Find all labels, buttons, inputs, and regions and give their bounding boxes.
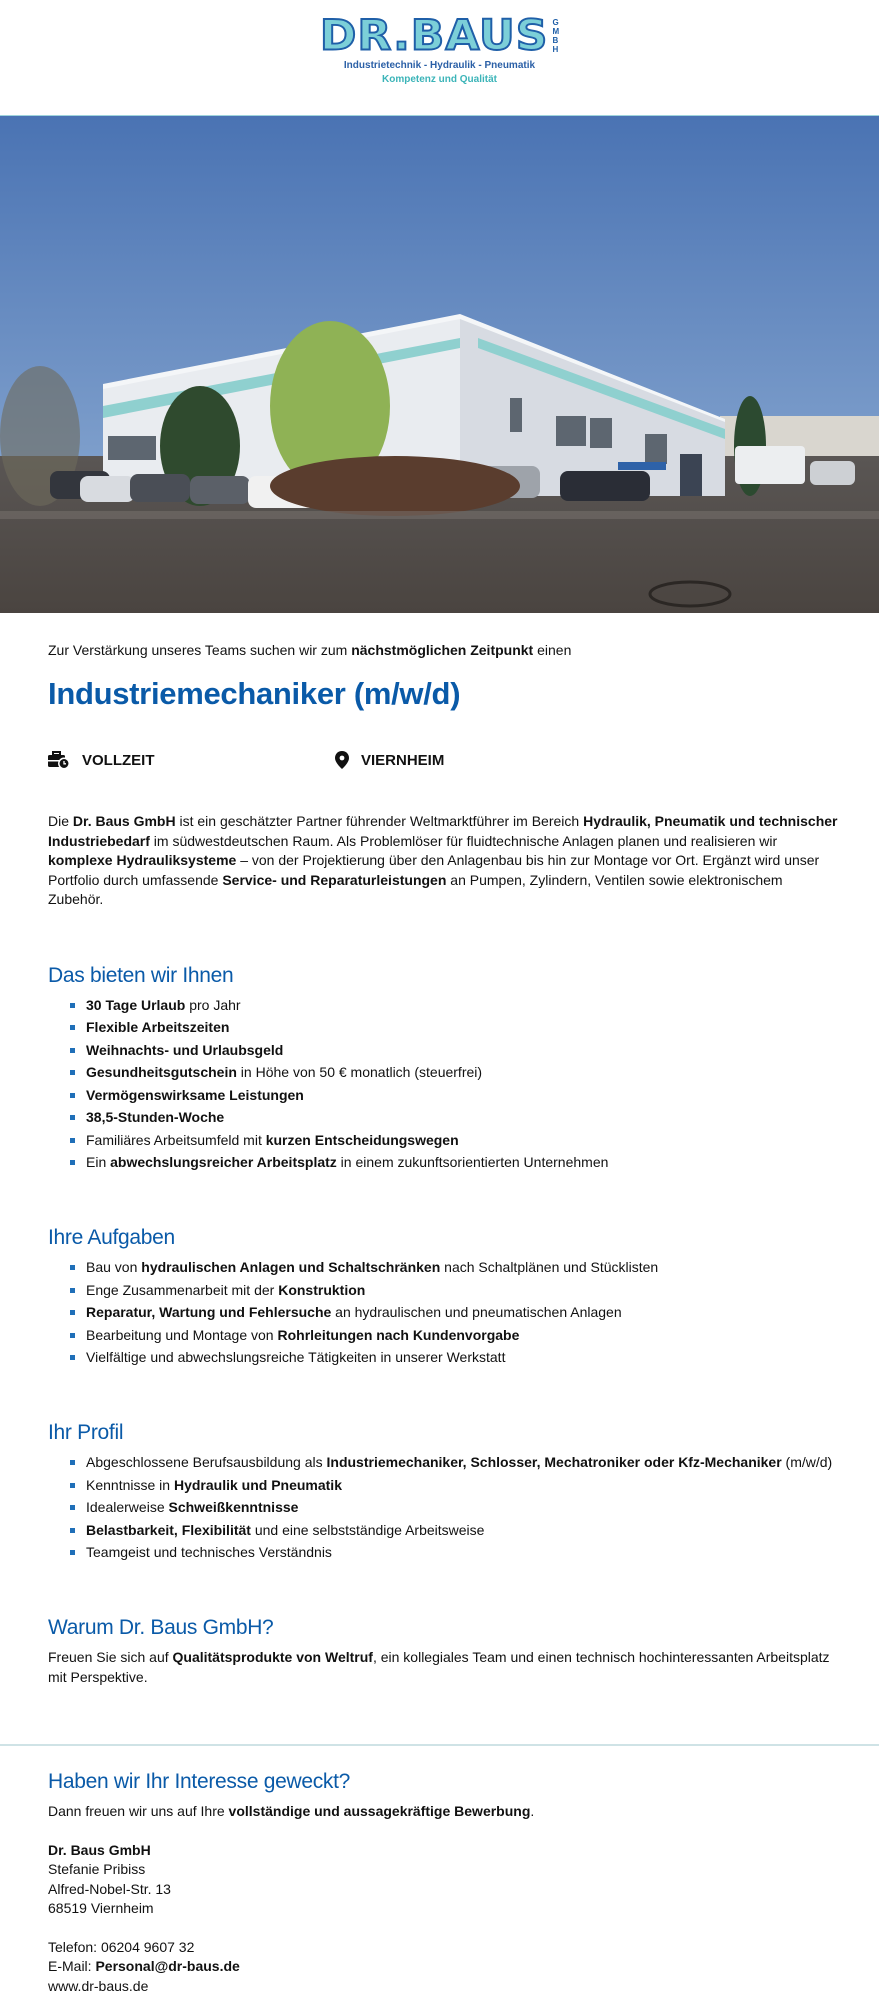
intro-text [48, 640, 838, 660]
window [510, 398, 522, 432]
car [130, 474, 190, 502]
text: ist ein geschätzter Partner führender Weltmarktführer im Bereich [175, 813, 584, 829]
bold-text: Dr. Baus GmbH [72, 813, 176, 829]
text: Dann freuen wir uns auf Ihre [48, 1803, 229, 1819]
bold-text: abwechslungsreicher Arbeitsplatz [110, 1154, 337, 1170]
email-link[interactable]: Personal@dr-baus.de [95, 1958, 240, 1974]
job-title: Industriemechaniker (m/w/d) [48, 676, 461, 711]
logo-claim: Kompetenz und Qualität [381, 74, 497, 85]
bold-text: Vermögenswirksame Leistungen [86, 1086, 304, 1103]
text: pro Jahr [185, 996, 241, 1013]
bold-text: hydraulischen Anlagen und Schaltschränken [141, 1259, 441, 1275]
bold-text: Gesundheitsgutschein [86, 1064, 237, 1080]
text: (m/w/d) [781, 1454, 833, 1470]
text: . [530, 1803, 535, 1819]
bold-text: kurzen Entscheidungswegen [265, 1131, 459, 1148]
intro-suffix: einen [533, 642, 572, 658]
text: und eine selbstständige Arbeitsweise [250, 1521, 485, 1538]
bold-text: Rohrleitungen nach Kundenvorgabe [277, 1326, 520, 1343]
text: Die [48, 813, 73, 829]
company-description [48, 812, 838, 910]
list-item [86, 1521, 838, 1540]
map-pin-icon [335, 751, 349, 769]
list-item [86, 1258, 838, 1277]
list-item [86, 1153, 838, 1172]
text: Abgeschlossene Berufsausbildung als [86, 1454, 327, 1470]
list-item [86, 1281, 838, 1300]
briefcase-clock-icon [48, 751, 70, 769]
text: in einem zukunftsorientierten Unternehmen [336, 1154, 609, 1170]
bold-text: 38,5-Stunden-Woche [86, 1109, 225, 1125]
list-item [86, 1498, 838, 1517]
car [810, 461, 855, 485]
intro-bold: nächstmöglichen Zeitpunkt [351, 642, 534, 658]
list-item [86, 1018, 838, 1037]
bold-text: Konstruktion [278, 1281, 366, 1298]
contact-section [48, 1770, 838, 1996]
bold-text: Industriemechaniker, Schlosser, Mechatroniker oder Kfz-Mechaniker [326, 1454, 782, 1470]
benefits-heading: Das bieten wir Ihnen [48, 963, 234, 987]
text: an Pumpen, Zylindern, Ventilen sowie elektronischem Zubehör. [48, 871, 783, 907]
phone-label: Telefon: [48, 1938, 101, 1955]
benefits-list [48, 996, 838, 1173]
bold-text: Hydraulik und Pneumatik [173, 1476, 342, 1493]
list-item [86, 1131, 838, 1150]
bold-text: Hydraulik, Pneumatik und technischer Industriebedarf [48, 813, 838, 849]
contact-email [48, 1957, 838, 1977]
car [80, 476, 135, 502]
profile-section [48, 1421, 838, 1562]
tasks-list [48, 1258, 838, 1367]
bold-text: Reparatur, Wartung und Fehlersuche [86, 1304, 332, 1320]
job-meta [48, 748, 838, 772]
logo-gmbh [552, 18, 559, 54]
phone-number[interactable]: 06204 9607 32 [100, 1938, 195, 1955]
email-label: E-Mail: [48, 1958, 96, 1974]
list-item [86, 1543, 838, 1562]
window [590, 418, 612, 448]
text: Bearbeitung und Montage von [86, 1326, 278, 1343]
text: Enge Zusammenarbeit mit der [86, 1281, 279, 1298]
company-name: Dr. Baus GmbH [48, 1841, 151, 1858]
employment-type [48, 751, 335, 769]
logo-gmbh-letter: M [552, 27, 560, 36]
building-photo [0, 116, 879, 613]
company-logo[interactable] [319, 11, 560, 85]
tasks-heading: Ihre Aufgaben [48, 1226, 175, 1249]
list-item [86, 1326, 838, 1345]
bold-text: Qualitätsprodukte von Weltruf [172, 1649, 373, 1665]
awning [618, 462, 666, 470]
bold-text: Flexible Arbeitszeiten [86, 1019, 230, 1035]
list-item [86, 1063, 838, 1082]
text: Teamgeist und technisches Verständnis [86, 1544, 332, 1560]
car [190, 476, 250, 504]
header [0, 0, 879, 115]
text: an hydraulischen und pneumatischen Anlagen [331, 1304, 622, 1320]
contact-company [48, 1841, 838, 1861]
tasks-section [48, 1226, 838, 1367]
van [735, 446, 805, 484]
list-item [86, 1086, 838, 1105]
contact-person: Stefanie Pribiss [48, 1861, 146, 1877]
text: – von der Projektierung über den Anlagenbau bis hin zur Montage vor Ort. Ergänzt wird unser Portfolio durch umfassende [48, 852, 820, 888]
employment-type-label: VOLLZEIT [82, 751, 155, 769]
contact-street: Alfred-Nobel-Str. 13 [48, 1880, 171, 1897]
window [556, 416, 586, 446]
benefits-section [48, 964, 838, 1173]
window [645, 434, 667, 464]
website-link[interactable]: www.dr-baus.de [48, 1977, 149, 1994]
text: Bau von [86, 1259, 142, 1275]
hero-image [0, 115, 879, 613]
text: Ein [86, 1154, 111, 1170]
intro-prefix: Zur Verstärkung unseres Teams suchen wir zum [48, 642, 352, 658]
contact-heading: Haben wir Ihr Interesse geweckt? [48, 1770, 351, 1793]
section-divider [0, 1744, 879, 1746]
list-item [86, 1303, 838, 1322]
text: Idealerweise [86, 1499, 169, 1515]
garage-door [680, 454, 702, 496]
bold-text: Service- und Reparaturleistungen [222, 871, 447, 888]
bold-text: 30 Tage Urlaub [86, 996, 186, 1013]
bold-text: komplexe Hydrauliksysteme [48, 852, 237, 868]
list-item [86, 1348, 838, 1367]
job-location [335, 751, 444, 769]
job-posting [48, 640, 838, 1687]
profile-list [48, 1453, 838, 1562]
application-cta [48, 1802, 838, 1822]
window [108, 436, 156, 460]
list-item [86, 996, 838, 1015]
text: in Höhe von 50 € monatlich (steuerfrei) [236, 1064, 483, 1080]
text: Familiäres Arbeitsumfeld mit [86, 1131, 266, 1148]
contact-city: 68519 Viernheim [48, 1900, 154, 1916]
job-location-label: VIERNHEIM [361, 751, 445, 769]
logo-gmbh-letter: B [552, 36, 559, 45]
text: , ein kollegiales Team und einen technisch hochinteressanten Arbeitsplatz mit Perspektive. [48, 1649, 830, 1685]
contact-phone [48, 1938, 838, 1958]
why-heading: Warum Dr. Baus GmbH? [48, 1616, 274, 1639]
logo-wordmark: DR.BAUS [319, 11, 549, 60]
car [560, 471, 650, 501]
logo-mark [319, 11, 560, 60]
why-section [48, 1616, 838, 1687]
logo-gmbh-letter: G [552, 18, 559, 27]
bold-text: Belastbarkeit, Flexibilität [86, 1521, 251, 1538]
text: Freuen Sie sich auf [48, 1649, 173, 1665]
list-item [86, 1476, 838, 1495]
text: im südwestdeutschen Raum. Als Problemlöser für fluidtechnische Anlagen planen und realisieren wir [149, 832, 778, 849]
bold-text: Schweißkenntnisse [168, 1499, 299, 1515]
hedge [270, 456, 520, 516]
bold-text: Weihnachts- und Urlaubsgeld [86, 1041, 284, 1058]
list-item [86, 1453, 838, 1472]
text: nach Schaltplänen und Stücklisten [440, 1259, 659, 1275]
profile-heading: Ihr Profil [48, 1421, 124, 1444]
text: Vielfältige und abwechslungsreiche Tätigkeiten in unserer Werkstatt [86, 1349, 506, 1365]
logo-tagline: Industrietechnik - Hydraulik - Pneumatik [343, 60, 536, 71]
sidewalk [0, 511, 879, 519]
bold-text: vollständige und aussagekräftige Bewerbung [228, 1803, 531, 1819]
list-item [86, 1108, 838, 1127]
logo-gmbh-letter: H [552, 45, 559, 54]
list-item [86, 1041, 838, 1060]
why-text [48, 1648, 838, 1687]
text: Kenntnisse in [86, 1476, 174, 1493]
